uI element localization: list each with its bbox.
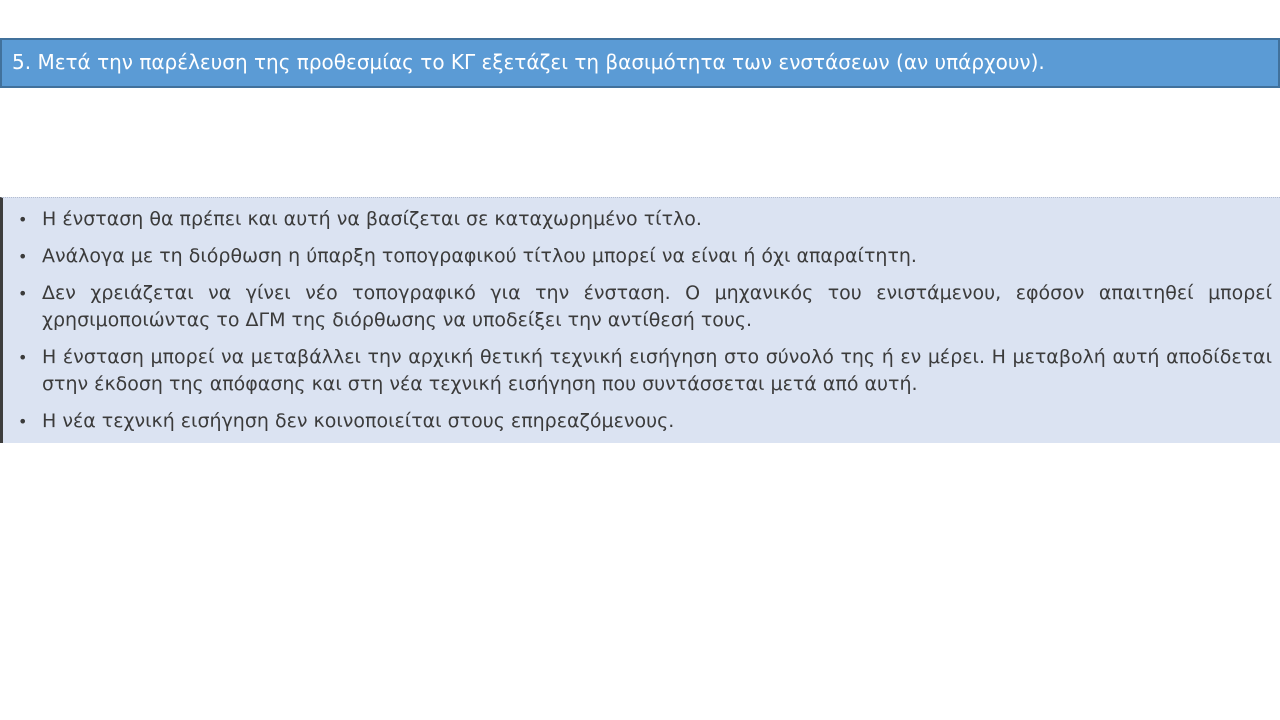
bullet-text: Δεν χρειάζεται να γίνει νέο τοπογραφικό για την ένσταση. Ο μηχανικός του ενιστάμενου, εφόσον απαιτηθεί μπορεί χρησιμοποιώντας το ΔΓΜ της διόρθωσης να υποδείξει την αντίθεσή τους. [42, 282, 1272, 331]
bullet-text: Η ένσταση θα πρέπει και αυτή να βασίζεται σε καταχωρημένο τίτλο. [42, 208, 702, 230]
bullet-text: Η ένσταση μπορεί να μεταβάλλει την αρχική θετική τεχνική εισήγηση στο σύνολό της ή εν μέρει. Η μεταβολή αυτή αποδίδεται στην έκδοση της απόφασης και στη νέα τεχνική εισήγηση που συντάσσεται μετά από αυτή. [42, 346, 1272, 395]
bullet-icon: • [18, 210, 28, 229]
bullet-icon: • [18, 348, 28, 367]
list-item [3, 408, 1272, 435]
bullet-list-box [0, 197, 1280, 443]
bullet-icon: • [18, 412, 28, 431]
list-item [3, 344, 1272, 398]
slide-title: 5. Μετά την παρέλευση της προθεσμίας το ΚΓ εξετάζει τη βασιμότητα των ενστάσεων (αν υπάρχουν). [12, 50, 1045, 74]
list-item [3, 243, 1272, 270]
bullet-text: Η νέα τεχνική εισήγηση δεν κοινοποιείται στους επηρεαζόμενους. [42, 410, 675, 432]
list-item [3, 206, 1272, 233]
bullet-icon: • [18, 284, 28, 303]
slide-title-bar [0, 38, 1280, 88]
list-item [3, 280, 1272, 334]
bullet-icon: • [18, 247, 28, 266]
bullet-text: Ανάλογα με τη διόρθωση η ύπαρξη τοπογραφικού τίτλου μπορεί να είναι ή όχι απαραίτητη. [42, 245, 917, 267]
